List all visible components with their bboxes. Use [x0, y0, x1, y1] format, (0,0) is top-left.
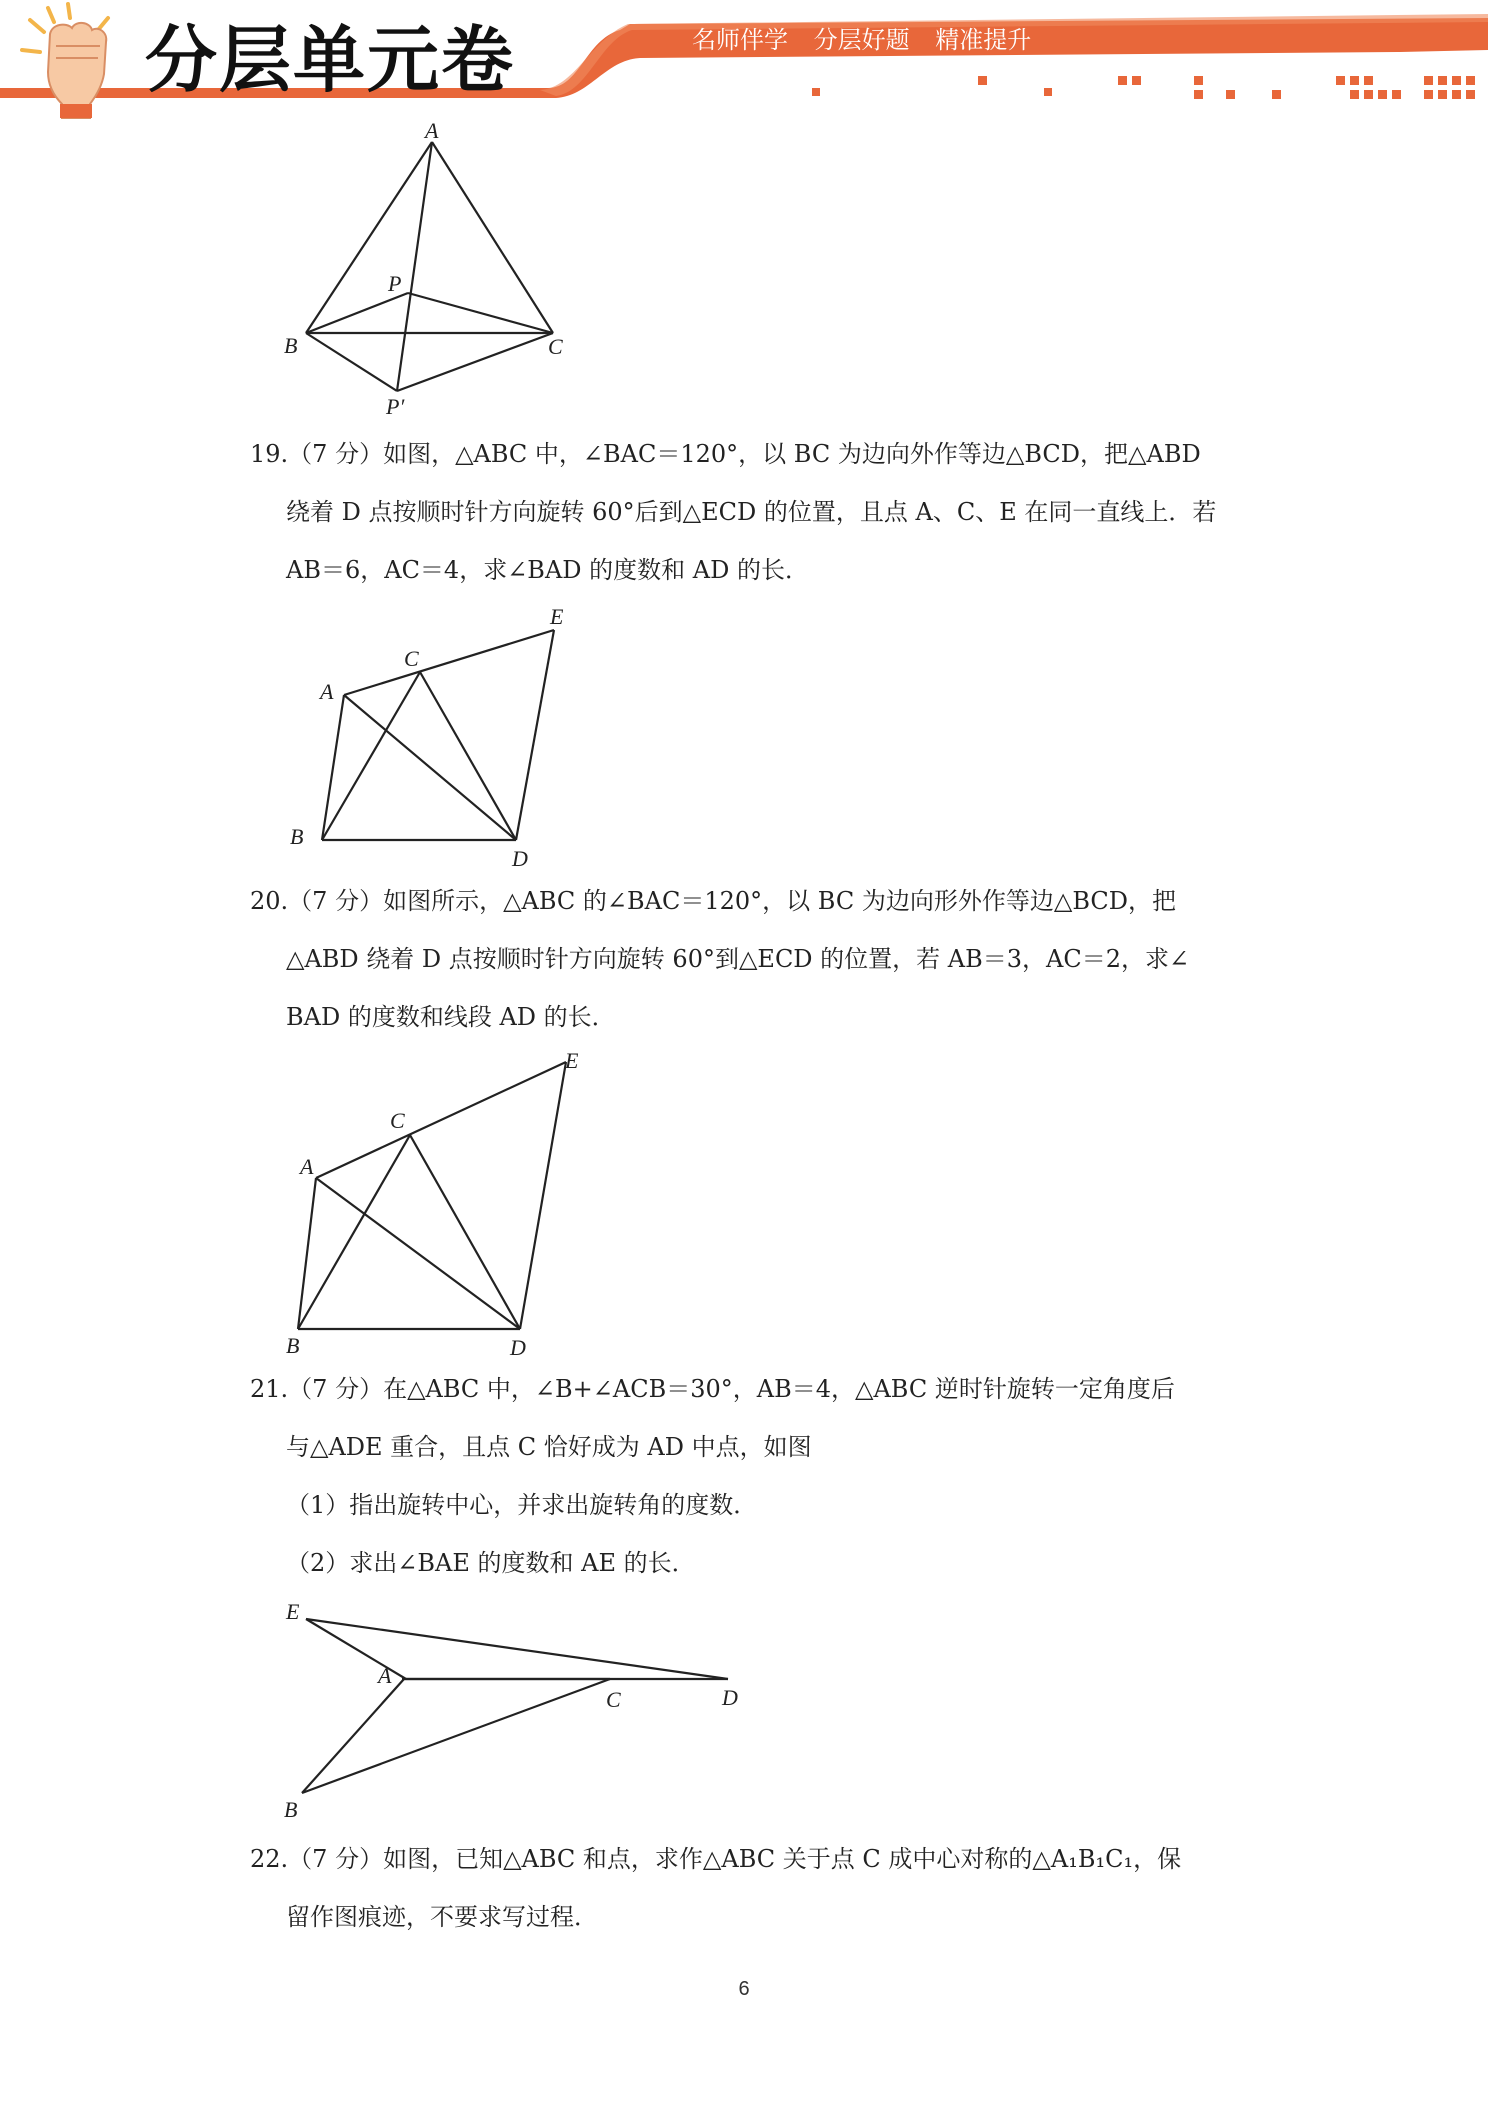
label-B: B: [290, 824, 304, 849]
question-21-line-4: （2）求出∠BAE 的度数和 AE 的长．: [286, 1549, 696, 1577]
label-E: E: [550, 604, 564, 629]
label-D: D: [722, 1685, 738, 1710]
label-A: A: [378, 1663, 392, 1688]
question-22-line-2: 留作图痕迹，不要求写过程．: [286, 1903, 598, 1931]
figure-q20: [280, 1040, 600, 1360]
label-C: C: [548, 334, 563, 359]
brand-title: 分层单元卷: [145, 18, 516, 102]
question-19-line-3: AB＝6，AC＝4，求∠BAD 的度数和 AD 的长．: [286, 556, 809, 584]
page-header: [0, 0, 1488, 120]
question-22: [250, 1830, 1240, 1946]
label-P-prime: P′: [386, 394, 405, 418]
question-20: [250, 872, 1240, 1046]
question-19-line-2: 绕着 D 点按顺时针方向旋转 60°后到△ECD 的位置，且点 A、C、E 在同一直线上．若: [286, 498, 1217, 526]
label-B: B: [284, 333, 298, 358]
question-20-line-2: △ABD 绕着 D 点按顺时针方向旋转 60°到△ECD 的位置，若 AB＝3，AC＝2，求∠: [286, 945, 1190, 973]
label-A: A: [320, 679, 334, 704]
label-B: B: [286, 1333, 300, 1358]
label-C: C: [404, 646, 419, 671]
label-D: D: [512, 846, 528, 870]
fist-icon: [10, 0, 130, 120]
question-22-line-1: 22.（7 分）如图，已知△ABC 和点，求作△ABC 关于点 C 成中心对称的△A₁B₁C₁，保: [250, 1845, 1182, 1873]
question-21-line-2: 与△ADE 重合，且点 C 恰好成为 AD 中点，如图: [286, 1433, 812, 1461]
question-21-line-1: 21.（7 分）在△ABC 中，∠B+∠ACB＝30°，AB＝4，△ABC 逆时针旋转一定角度后: [250, 1375, 1175, 1403]
label-A: A: [425, 118, 439, 143]
header-slogan: 名师伴学 分层好题 精准提升: [692, 26, 1032, 54]
label-B: B: [284, 1797, 298, 1822]
label-D: D: [510, 1335, 526, 1360]
figure-q19: [280, 600, 580, 870]
label-A: A: [300, 1154, 314, 1179]
question-19: [250, 425, 1240, 599]
question-21-line-3: （1）指出旋转中心，并求出旋转角的度数．: [286, 1491, 758, 1519]
question-20-line-1: 20.（7 分）如图所示，△ABC 的∠BAC＝120°，以 BC 为边向形外作等边△BCD，把: [250, 887, 1177, 915]
label-E: E: [565, 1048, 579, 1073]
question-19-line-1: 19.（7 分）如图，△ABC 中，∠BAC＝120°，以 BC 为边向外作等边△BCD，把△ABD: [250, 440, 1201, 468]
label-C: C: [390, 1108, 405, 1133]
question-20-line-3: BAD 的度数和线段 AD 的长．: [286, 1003, 616, 1031]
label-P: P: [388, 271, 402, 296]
label-E: E: [286, 1599, 300, 1624]
figure-q21: [280, 1595, 760, 1835]
page-number: 6: [738, 1978, 750, 2000]
figure-q18: [280, 118, 580, 418]
label-C: C: [606, 1687, 621, 1712]
question-21: [250, 1360, 1240, 1592]
